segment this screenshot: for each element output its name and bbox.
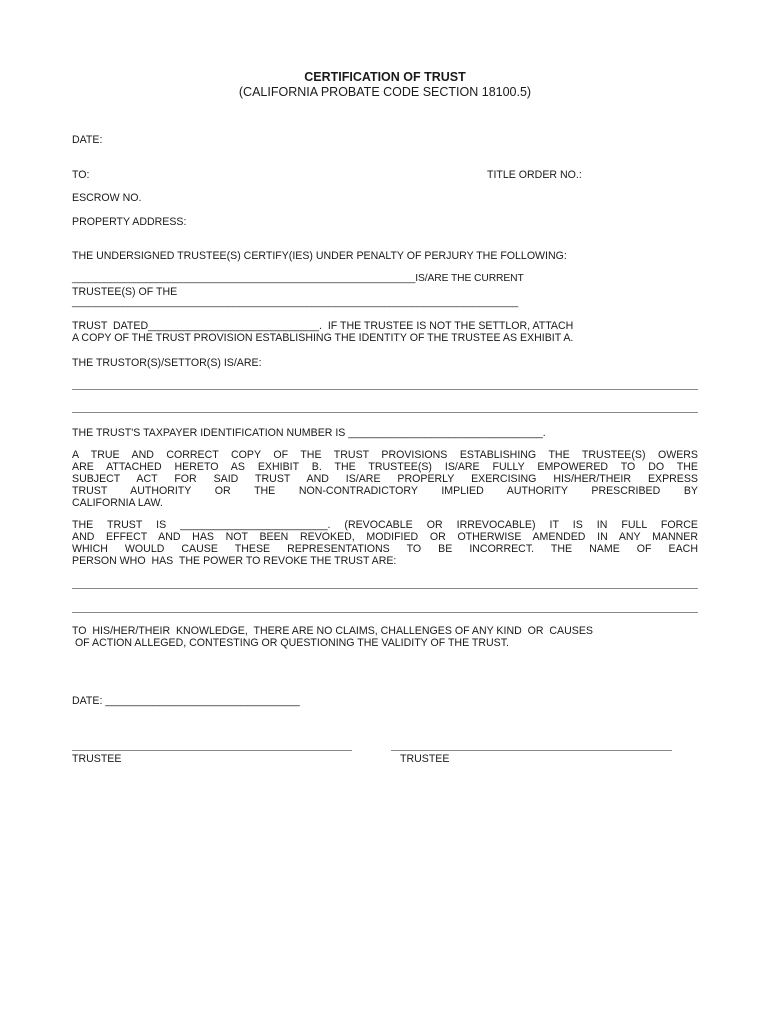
exhibit-b-line-5: CALIFORNIA LAW. xyxy=(72,497,163,509)
revocable-line-3: WHICH WOULD CAUSE THESE REPRESENTATIONS TO BE INCORRECT. THE NAME OF EACH xyxy=(72,543,698,555)
trustors-blank-line-2 xyxy=(72,412,698,413)
exhibit-b-line-4: TRUST AUTHORITY OR THE NON-CONTRADICTORY IMPLIED AUTHORITY PRESCRIBED BY xyxy=(72,485,698,497)
revokers-blank-line-2 xyxy=(72,612,698,613)
signature-date-label: DATE: xyxy=(72,695,106,707)
trustee-right-label: TRUSTEE xyxy=(400,753,450,765)
exhibit-b-line-3: SUBJECT ACT FOR SAID TRUST AND IS/ARE PROPERLY EXERCISING HIS/HER/THEIR EXPRESS xyxy=(72,473,698,485)
revocable-line-2: AND EFFECT AND HAS NOT BEEN REVOKED, MODIFIED OR OTHERWISE AMENDED IN ANY MANNER xyxy=(72,531,698,543)
current-trustees-text: IS/ARE THE CURRENT xyxy=(415,273,524,284)
trustors-blank-line-1 xyxy=(72,389,698,390)
current-trustees-blank: _____________________________________________________________ xyxy=(72,273,416,284)
trust-name-blank: ________________________________________________________________________________ xyxy=(72,297,519,308)
revocable-line-1: THE TRUST IS _________________________. (REVOCABLE OR IRREVOCABLE) IT IS IN FULL FORCE xyxy=(72,519,698,531)
exhibit-b-line-2: ARE ATTACHED HERETO AS EXHIBIT B. THE TRUSTEE(S) IS/ARE FULLY EMPOWERED TO DO THE xyxy=(72,461,698,473)
trust-dated-prefix: TRUST DATED xyxy=(72,320,149,332)
title-order-label: TITLE ORDER NO.: xyxy=(487,169,582,181)
trust-dated-line xyxy=(72,320,573,332)
trust-dated-suffix: . IF THE TRUSTEE IS NOT THE SETTLOR, ATTACH xyxy=(319,320,574,332)
document-subtitle: (CALIFORNIA PROBATE CODE SECTION 18100.5) xyxy=(238,85,532,99)
date-label: DATE: xyxy=(72,134,103,146)
document-title: CERTIFICATION OF TRUST xyxy=(304,70,466,84)
signature-date-blank: _________________________________ xyxy=(105,695,300,707)
revokers-blank-line-1 xyxy=(72,588,698,589)
signature-date-line xyxy=(72,695,300,707)
trustors-label: THE TRUSTOR(S)/SETTOR(S) IS/ARE: xyxy=(72,357,262,369)
taxpayer-id-prefix: THE TRUST'S TAXPAYER IDENTIFICATION NUMBER IS xyxy=(72,427,349,439)
knowledge-line-2: OF ACTION ALLEGED, CONTESTING OR QUESTIONING THE VALIDITY OF THE TRUST. xyxy=(72,637,509,649)
certify-statement: THE UNDERSIGNED TRUSTEE(S) CERTIFY(IES) UNDER PENALTY OF PERJURY THE FOLLOWING: xyxy=(72,250,567,262)
knowledge-line-1: TO HIS/HER/THEIR KNOWLEDGE, THERE ARE NO CLAIMS, CHALLENGES OF ANY KIND OR CAUSES xyxy=(72,625,593,637)
taxpayer-id-blank: _________________________________ xyxy=(348,427,543,439)
escrow-label: ESCROW NO. xyxy=(72,192,142,204)
trustee-left-label: TRUSTEE xyxy=(72,753,122,765)
trustee-left-signature-line xyxy=(72,750,352,751)
property-address-label: PROPERTY ADDRESS: xyxy=(72,216,187,228)
exhibit-b-line-1: A TRUE AND CORRECT COPY OF THE TRUST PROVISIONS ESTABLISHING THE TRUSTEE(S) OWERS xyxy=(72,449,698,461)
current-trustees-line xyxy=(72,273,524,285)
exhibit-a-line: A COPY OF THE TRUST PROVISION ESTABLISHING THE IDENTITY OF THE TRUSTEE AS EXHIBIT A. xyxy=(72,332,574,344)
taxpayer-id-line xyxy=(72,427,546,439)
trustees-of-the-label: TRUSTEE(S) OF THE xyxy=(72,286,178,298)
to-label: TO: xyxy=(72,169,90,181)
trustee-right-signature-line xyxy=(391,750,672,751)
taxpayer-id-suffix: . xyxy=(542,427,546,439)
trust-dated-blank: _____________________________ xyxy=(148,320,319,332)
revocable-line-4: PERSON WHO HAS THE POWER TO REVOKE THE TRUST ARE: xyxy=(72,555,397,567)
